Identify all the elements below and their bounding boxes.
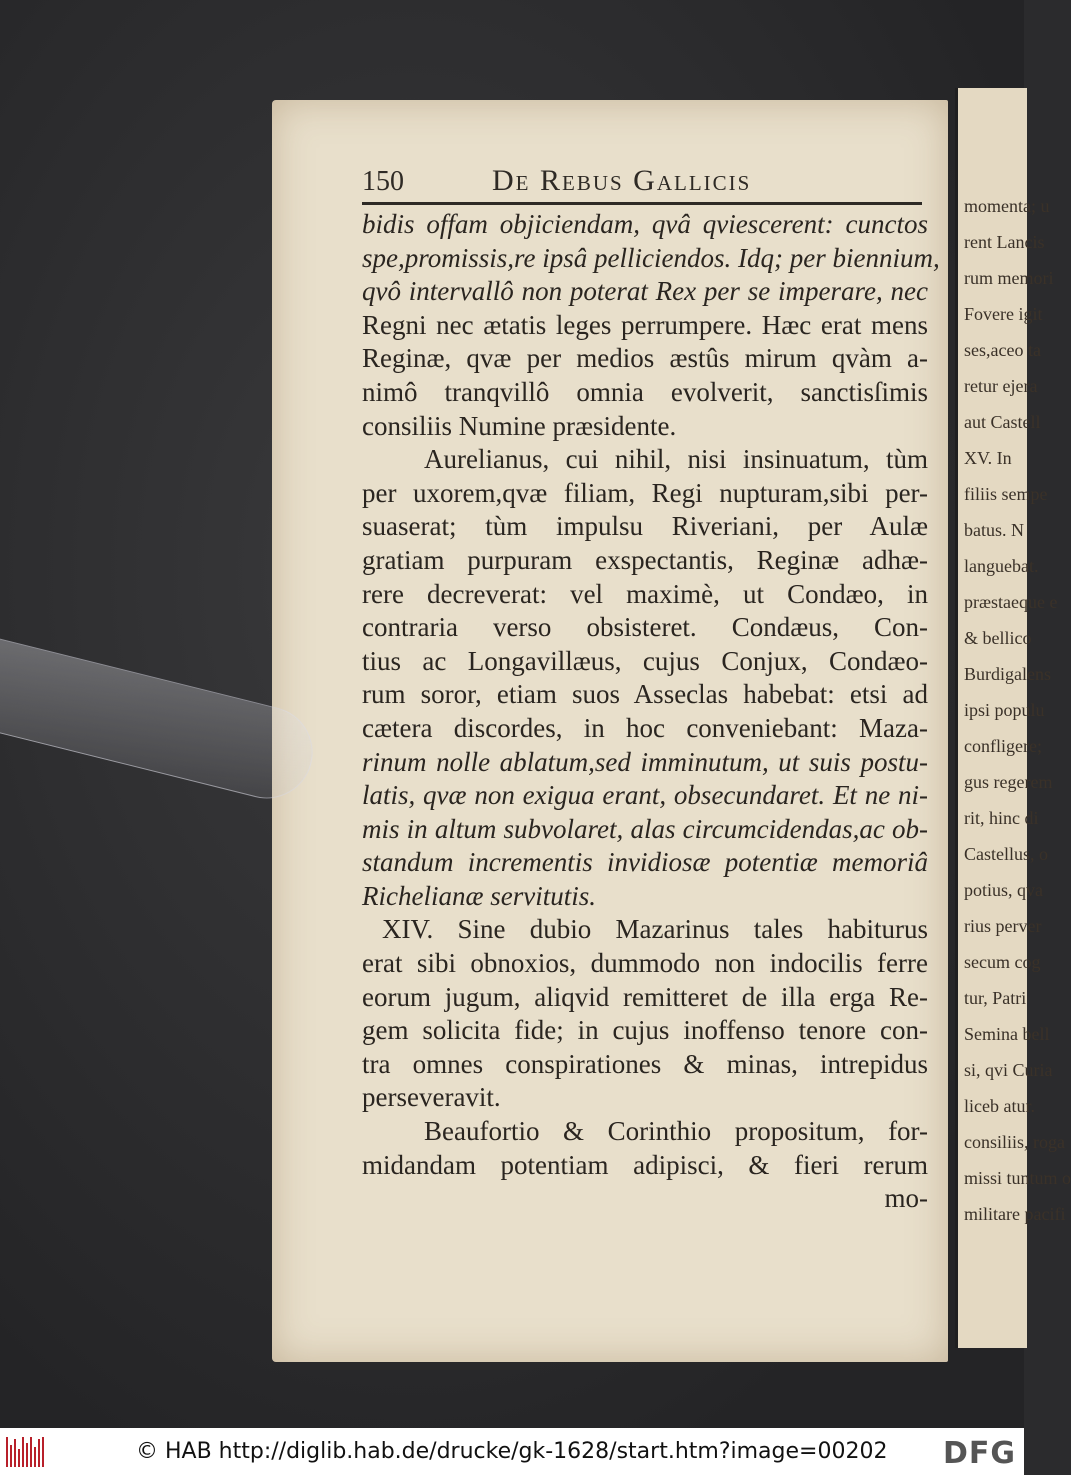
- facing-page-line: rius perver: [964, 916, 1042, 936]
- text-line: bidis offam objiciendam, qvâ qviescerent: cunctos: [362, 209, 928, 239]
- facing-page-line: militare pacifi: [964, 1204, 1066, 1224]
- text-line: Richelianæ servitutis.: [362, 880, 596, 911]
- text-line: consiliis Numine præsidente.: [362, 410, 677, 441]
- text-line: spe,promissis,re ipsâ pelliciendos. Idq; per biennium,: [362, 242, 940, 273]
- facing-page-line: liceb atur.: [964, 1096, 1035, 1116]
- text-line: rinum nolle ablatum,sed imminutum, ut suis postu-: [362, 746, 928, 777]
- hab-logo-icon: [6, 1437, 52, 1467]
- page-header: [362, 162, 922, 205]
- facing-page: [955, 88, 1071, 1348]
- text-line: contraria verso obsisteret. Condæus, Con-: [362, 612, 928, 643]
- facing-page-line: filiis sempe: [964, 484, 1048, 504]
- text-line: eorum jugum, aliqvid remitteret de illa erga Re-: [362, 981, 928, 1012]
- text-line: Beaufortio & Corinthio propositum, for-: [424, 1116, 928, 1147]
- text-line: Regni nec ætatis leges perrumpere. Hæc erat mens: [362, 309, 928, 340]
- facing-page-line: consiliis, roga: [964, 1132, 1065, 1152]
- text-line: Reginæ, qvæ per medios æstûs mirum qvàm a-: [362, 343, 928, 374]
- text-line: cætera discordes, in hoc conveniebant: Maza-: [362, 712, 928, 743]
- text-line: qvô intervallô non poterat Rex per se imperare, nec: [362, 276, 928, 307]
- text-line: tius ac Longavillæus, cujus Conjux, Condæo-: [362, 645, 928, 676]
- facing-page-line: & bellico: [964, 628, 1032, 648]
- facing-page-line: missi tuntum o: [964, 1168, 1071, 1188]
- facing-page-line: ipsi populu: [964, 700, 1045, 720]
- facing-page-line: languebat.: [964, 556, 1039, 576]
- text-line: erat sibi obnoxios, dummodo non indocilis ferre: [362, 948, 928, 979]
- text-line: mis in altum subvolaret, alas circumcidendas,ac ob-: [362, 813, 928, 844]
- facing-page-line: retur ejera: [964, 376, 1038, 396]
- facing-page-line: XV. In: [964, 448, 1012, 468]
- facing-page-line: rum memori: [964, 268, 1054, 288]
- facing-page-line: rit, hinc di: [964, 808, 1039, 828]
- text-line: Aurelianus, cui nihil, nisi insinuatum, tùm: [424, 444, 928, 475]
- facing-page-line: batus. N: [964, 520, 1024, 540]
- book-page: [272, 100, 948, 1362]
- text-line: standum incrementis invidiosæ potentiæ memoriâ: [362, 847, 928, 878]
- facing-page-line: gus regerem: [964, 772, 1053, 792]
- dfg-logo: DFG: [942, 1436, 1016, 1471]
- body-text: [362, 208, 940, 1216]
- text-line: per uxorem,qvæ filiam, Regi nupturam,sibi per-: [362, 477, 928, 508]
- facing-page-line: rent Lancis: [964, 232, 1045, 252]
- facing-page-line: Burdigalens: [964, 664, 1051, 684]
- facing-page-line: Castellus, o: [964, 844, 1048, 864]
- viewer-footer: [0, 1428, 1024, 1475]
- text-line: XIV. Sine dubio Mazarinus tales habiturus: [382, 914, 928, 945]
- facing-page-line: momenta; u: [964, 196, 1050, 216]
- text-line: rum soror, etiam suos Asseclas habebat: etsi ad: [362, 679, 928, 710]
- facing-page-line: ses,aceo ta: [964, 340, 1041, 360]
- facing-page-line: potius, qva: [964, 880, 1043, 900]
- text-line: midandam potentiam adipisci, & fieri rerum: [362, 1149, 928, 1180]
- facing-page-line: si, qvi Curia: [964, 1060, 1053, 1080]
- text-line: suaserat; tùm impulsu Riveriani, per Aulæ: [362, 511, 928, 542]
- facing-page-line: tur, Patri: [964, 988, 1027, 1008]
- text-line: tra omnes conspirationes & minas, intrepidus: [362, 1048, 928, 1079]
- facing-page-line: Semina bell: [964, 1024, 1050, 1044]
- text-line: gem solicita fide; in cujus inoffenso tenore con-: [362, 1015, 928, 1046]
- facing-page-line: præstaeque e: [964, 592, 1058, 612]
- text-line: latis, qvæ non exigua erant, obsecundaret. Et ne ni-: [362, 780, 928, 811]
- facing-page-line: Fovere igit: [964, 304, 1043, 324]
- facing-page-line: confligere;: [964, 736, 1042, 756]
- facing-page-line: secum cog: [964, 952, 1041, 972]
- text-line: rere decreverat: vel maximè, ut Condæo, in: [362, 578, 928, 609]
- catchword: mo-: [884, 1183, 928, 1214]
- facing-page-line: aut Castell: [964, 412, 1041, 432]
- page-number: 150: [362, 166, 404, 197]
- running-title: De Rebus Gallicis: [492, 164, 752, 197]
- text-line: gratiam purpuram exspectantis, Reginæ adhæ-: [362, 544, 928, 575]
- text-line: nimô tranqvillô omnia evolverit, sanctisſimis: [362, 376, 928, 407]
- copyright-link[interactable]: © HAB http://diglib.hab.de/drucke/gk-1628/start.htm?image=00202: [136, 1439, 888, 1464]
- text-line: perseveravit.: [362, 1082, 501, 1113]
